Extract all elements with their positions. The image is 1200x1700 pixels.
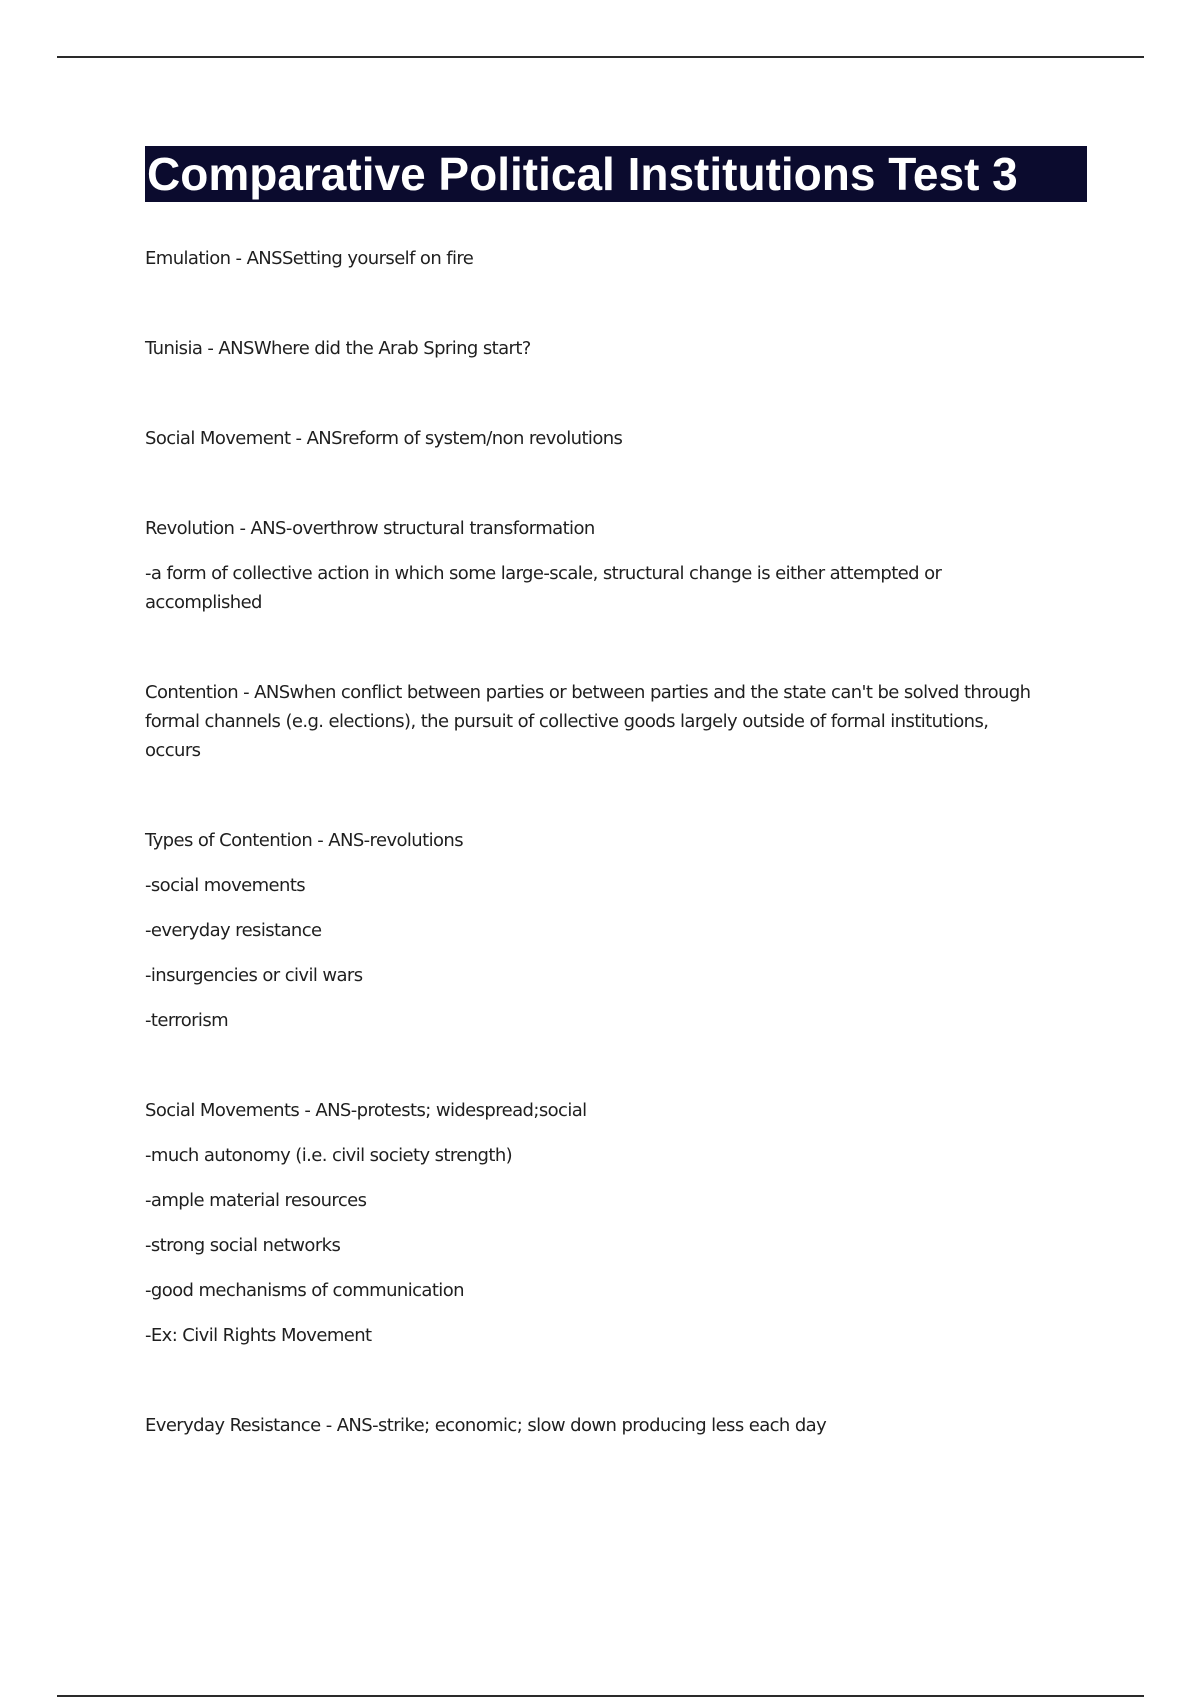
flashcard-line: -a form of collective action in which some large-scale, structural change is either attempted or accomplished	[145, 563, 942, 613]
flashcard-line: -insurgencies or civil wars	[145, 965, 363, 986]
flashcard-line: -terrorism	[145, 1010, 229, 1031]
flashcard-line: Revolution - ANS-overthrow structural transformation	[145, 518, 595, 539]
top-rule	[57, 56, 1144, 58]
flashcard-line: -Ex: Civil Rights Movement	[145, 1325, 372, 1346]
flashcard	[145, 334, 1045, 363]
flashcard-line: Tunisia - ANSWhere did the Arab Spring start?	[145, 338, 531, 359]
flashcard-line: -strong social networks	[145, 1235, 341, 1256]
bottom-rule	[57, 1695, 1144, 1697]
flashcard-line: -much autonomy (i.e. civil society strength)	[145, 1145, 513, 1166]
flashcard	[145, 1411, 1045, 1440]
flashcard	[145, 244, 1045, 273]
flashcard-line: Social Movements - ANS-protests; widespread;social	[145, 1100, 587, 1121]
flashcard-line: -everyday resistance	[145, 920, 322, 941]
flashcard	[145, 678, 1045, 765]
flashcard-line: -good mechanisms of communication	[145, 1280, 464, 1301]
flashcard	[145, 826, 1045, 1035]
flashcard-line: -social movements	[145, 875, 306, 896]
flashcard-line: Everyday Resistance - ANS-strike; economic; slow down producing less each day	[145, 1415, 827, 1436]
flashcard	[145, 514, 1045, 617]
flashcard-line: Social Movement - ANSreform of system/non revolutions	[145, 428, 623, 449]
flashcard	[145, 1096, 1045, 1350]
document-title: Comparative Political Institutions Test 3	[147, 148, 1018, 200]
flashcard-line: Contention - ANSwhen conflict between parties or between parties and the state can't be solved through formal channels (e.g. elections), the pursuit of collective goods largely outside of formal institutions, occurs	[145, 682, 1031, 761]
flashcard-list	[145, 244, 1045, 1440]
flashcard-line: Emulation - ANSSetting yourself on fire	[145, 248, 474, 269]
flashcard-line: Types of Contention - ANS-revolutions	[145, 830, 463, 851]
flashcard-line: -ample material resources	[145, 1190, 367, 1211]
document-title-bar	[145, 146, 1087, 202]
flashcard	[145, 424, 1045, 453]
